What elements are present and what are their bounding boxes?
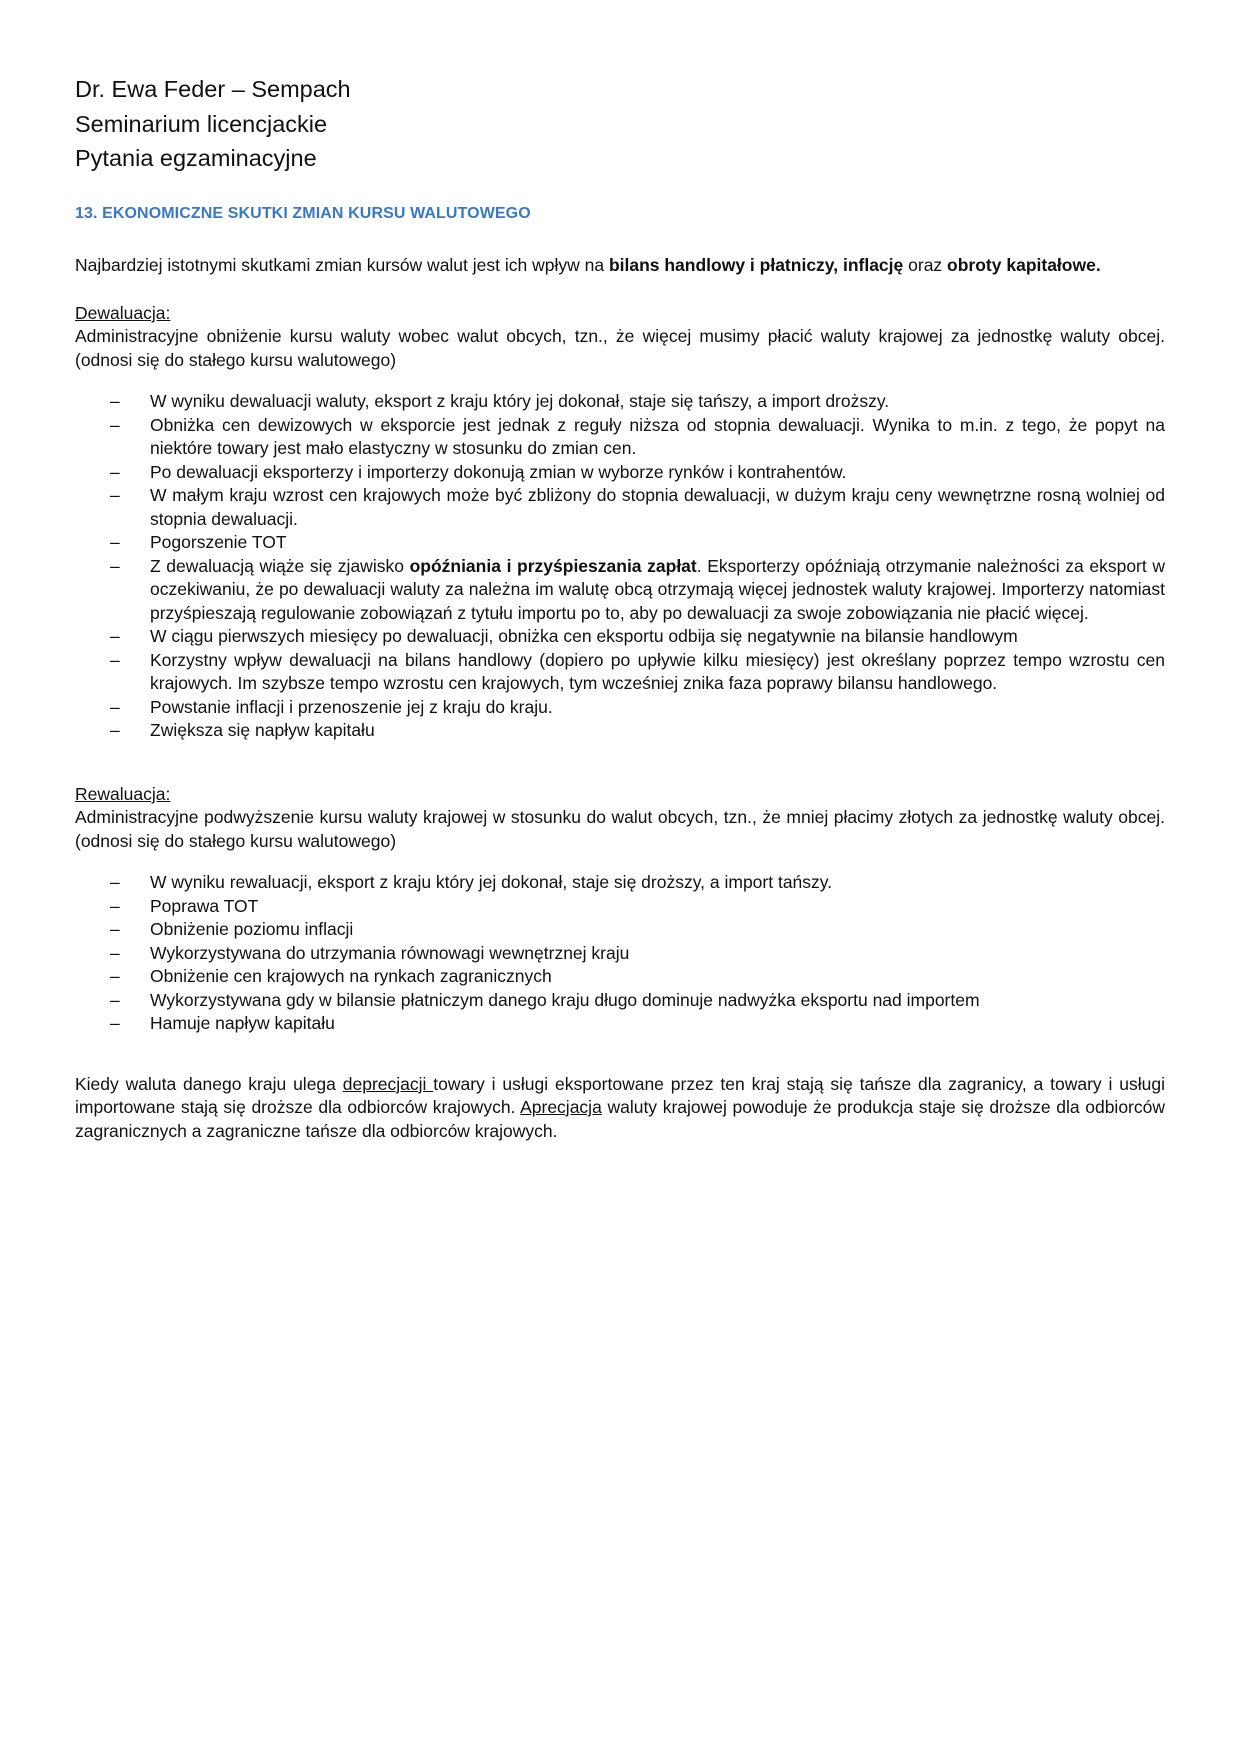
revaluation-definition: Administracyjne podwyższenie kursu waluty krajowej w stosunku do walut obcych, tzn., że mniej płacimy złotych za jednostkę waluty obcej. (odnosi się do stałego kursu walutowego) (75, 807, 1165, 851)
revaluation-section (75, 783, 1165, 1036)
dash-bullet: – (110, 626, 120, 646)
list-item (75, 719, 1165, 743)
dash-bullet: – (110, 696, 120, 717)
list-item-text: Hamuje napływ kapitału (150, 1013, 335, 1033)
devaluation-definition: Administracyjne obniżenie kursu waluty wobec walut obcych, tzn., że więcej musimy płacić waluty krajowej za jednostkę waluty obcej. (odnosi się do stałego kursu walutowego) (75, 326, 1165, 370)
list-item (75, 871, 1165, 895)
dash-bullet: – (110, 485, 120, 505)
intro-paragraph (75, 254, 1165, 278)
list-item-text: W wyniku dewaluacji waluty, eksport z kraju który jej dokonał, staje się tańszy, a import droższy. (150, 391, 890, 411)
list-item-text: W ciągu pierwszych miesięcy po dewaluacji, obniżka cen eksportu odbija się negatywnie na bilansie handlowym (150, 626, 1018, 646)
dash-bullet: – (110, 919, 120, 939)
list-item (75, 461, 1165, 485)
intro-bold-1: bilans handlowy i płatniczy, inflację (608, 255, 904, 275)
list-item (75, 484, 1165, 531)
term-aprecjacja: Aprecjacja (520, 1097, 602, 1117)
dash-bullet: – (110, 649, 120, 670)
dash-bullet: – (110, 461, 120, 482)
dash-bullet: – (110, 942, 120, 963)
list-item (75, 965, 1165, 989)
list-item-text: Wykorzystywana gdy w bilansie płatniczym danego kraju długo dominuje nadwyżka eksportu nad importem (150, 989, 980, 1010)
dash-bullet: – (110, 532, 120, 552)
revaluation-list (75, 871, 1165, 1036)
list-item-text: W wyniku rewaluacji, eksport z kraju który jej dokonał, staje się droższy, a import tańszy. (150, 872, 833, 892)
intro-text-2: oraz (903, 255, 948, 275)
dash-bullet: – (110, 720, 120, 740)
revaluation-heading: Rewaluacja: (75, 783, 171, 804)
dash-bullet: – (110, 872, 120, 892)
devaluation-heading: Dewaluacja: (75, 302, 171, 323)
list-item-bold: opóźniania i przyśpieszania zapłat (409, 555, 697, 576)
course-line: Seminarium licencjackie (75, 110, 328, 137)
list-item-text: Poprawa TOT (150, 895, 259, 916)
list-item (75, 414, 1165, 461)
author-line: Dr. Ewa Feder – Sempach (75, 76, 351, 102)
term-deprecjacja: deprecjacji (342, 1073, 434, 1094)
dash-bullet: – (110, 555, 120, 576)
closing-paragraph (75, 1073, 1165, 1144)
list-item (75, 625, 1165, 649)
document-header (75, 72, 1165, 176)
spacer (75, 743, 1165, 783)
list-item (75, 649, 1165, 696)
list-item (75, 942, 1165, 966)
dash-bullet: – (110, 414, 120, 435)
devaluation-list (75, 390, 1165, 743)
list-item-text: Obniżka cen dewizowych w eksporcie jest jednak z reguły niższa od stopnia dewaluacji. Wynika to m.in. z tego, że popyt na niektóre towary jest mało elastyczny w stosunku do zmian cen. (150, 414, 1165, 458)
dash-bullet: – (110, 391, 120, 411)
closing-text-3: waluty krajowej powoduje że produkcja staje się droższe dla odbiorców zagranicznych a zagraniczne tańsze dla odbiorców krajowych. (75, 1097, 1165, 1141)
closing-text-2: towary i usługi eksportowane przez ten kraj stają się tańsze dla zagranicy, a towary i usługi importowane stają się droższe dla odbiorców krajowych. (75, 1073, 1165, 1117)
spacer (75, 1036, 1165, 1073)
list-item (75, 390, 1165, 414)
list-item-text: W małym kraju wzrost cen krajowych może być zbliżony do stopnia dewaluacji, w dużym kraju ceny wewnętrzne rosną wolniej od stopnia dewaluacji. (150, 485, 1165, 529)
dash-bullet: – (110, 895, 120, 916)
document-page (75, 72, 1165, 1143)
devaluation-section (75, 302, 1165, 743)
intro-bold-2: obroty kapitałowe. (947, 255, 1101, 275)
dash-bullet: – (110, 966, 120, 986)
dash-bullet: – (110, 989, 120, 1010)
list-item (75, 1012, 1165, 1036)
list-item-text: Z dewaluacją wiąże się zjawisko (150, 555, 410, 576)
closing-text-1: Kiedy waluta danego kraju ulega (75, 1073, 343, 1094)
list-item-text: Wykorzystywana do utrzymania równowagi wewnętrznej kraju (150, 942, 630, 963)
list-item (75, 555, 1165, 626)
dash-bullet: – (110, 1013, 120, 1033)
list-item-text: Obniżenie cen krajowych na rynkach zagranicznych (150, 966, 552, 986)
list-item (75, 531, 1165, 555)
list-item-text: Powstanie inflacji i przenoszenie jej z kraju do kraju. (150, 696, 553, 717)
list-item-text: . Eksporterzy opóźniają otrzymanie należności za eksport w oczekiwaniu, że po dewaluacji waluty za należna im walutę obcą otrzymają więcej jednostek waluty krajowej. Importerzy natomiast przyśpieszają regulowanie zobowiązań z tytułu importu po to, aby po dewaluacji za swoje zobowiązania nie płacić więcej. (150, 555, 1165, 623)
list-item-text: Zwiększa się napływ kapitału (150, 720, 375, 740)
list-item-text: Pogorszenie TOT (150, 532, 287, 552)
list-item (75, 696, 1165, 720)
intro-text-1: Najbardziej istotnymi skutkami zmian kursów walut jest ich wpływ na (75, 255, 609, 275)
list-item-text: Obniżenie poziomu inflacji (150, 919, 354, 939)
list-item-text: Korzystny wpływ dewaluacji na bilans handlowy (dopiero po upływie kilku miesięcy) jest określany poprzez tempo wzrostu cen krajowych. Im szybsze tempo wzrostu cen krajowych, tym wcześniej znika faza poprawy bilansu handlowego. (150, 649, 1165, 693)
list-item (75, 918, 1165, 942)
list-item (75, 895, 1165, 919)
list-item (75, 989, 1165, 1013)
section-title: 13. EKONOMICZNE SKUTKI ZMIAN KURSU WALUTOWEGO (75, 204, 531, 222)
subtitle-line: Pytania egzaminacyjne (75, 145, 317, 171)
list-item-text: Po dewaluacji eksporterzy i importerzy dokonują zmian w wyborze rynków i kontrahentów. (150, 461, 847, 482)
